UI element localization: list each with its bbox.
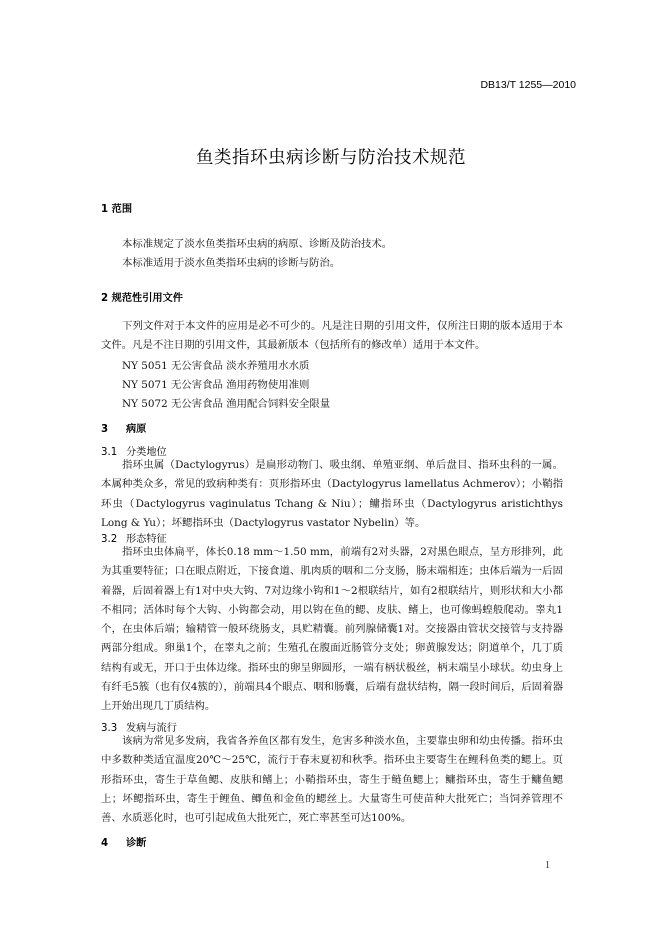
section-3-1-number: 3.1 xyxy=(101,447,118,458)
section-3-1-paragraph: 指环虫属（Dactylogyrus）是扁形动物门、吸虫纲、单殖亚纲、单后盘目、指环虫科的一属。本属种类众多，常见的致病种类有：页形指环虫（Dactylogyrus lamellatus Achmerov）；小鞘指环虫（Dactylogyrus vaginulatus Tchang & Niu）；鳙指环虫（Dactylogyrus aristichthys Long & Yu）；坏鳃指环虫（Dactylogyrus vastator Nybelin）等。 xyxy=(101,459,563,529)
section-3-3-paragraph: 该病为常见多发病，我省各养鱼区都有发生，危害多种淡水鱼，主要靠虫卵和幼虫传播。指环虫中多数种类适宜温度20℃～25℃，流行于春末夏初和秋季。指环虫主要寄生在鲤科鱼类的鳃上。页形指环虫，寄生于草鱼鳃、皮肤和鳍上；小鞘指环虫，寄生于鲢鱼鳃上；鳙指环虫，寄生于鳙鱼鳃上；坏鳃指环虫，寄生于鲤鱼、鲫鱼和金鱼的鳃丝上。大量寄生可使苗种大批死亡；当饲养管理不善、水质恶化时，也可引起成鱼大批死亡，死亡率甚至可达100%。 xyxy=(101,735,563,825)
section-3-heading xyxy=(101,420,146,435)
section-3-2-number: 3.2 xyxy=(101,534,118,545)
document-title: 鱼类指环虫病诊断与防治技术规范 xyxy=(196,148,466,168)
section-2-paragraph: 下列文件对于本文件的应用是必不可少的。凡是注日期的引用文件，仅所注日期的版本适用于本文件。凡是不注日期的引用文件，其最新版本（包括所有的修改单）适用于本文件。 xyxy=(101,320,563,352)
reference-ny5071: NY 5071 无公害食品 渔用药物使用准则 xyxy=(122,379,310,391)
section-3-3-title: 发病与流行 xyxy=(126,723,177,734)
section-3-title: 病原 xyxy=(126,424,147,435)
section-1-line-2: 本标准适用于淡水鱼类指环虫病的诊断与防治。 xyxy=(122,257,341,269)
reference-ny5051: NY 5051 无公害食品 淡水养殖用水水质 xyxy=(122,360,310,372)
section-2-heading: 2 规范性引用文件 xyxy=(101,293,183,304)
section-1-heading: 1 范围 xyxy=(101,204,133,215)
section-3-number: 3 xyxy=(101,424,109,435)
section-3-2-title: 形态特征 xyxy=(126,534,167,545)
reference-ny5072: NY 5072 无公害食品 渔用配合饲料安全限量 xyxy=(122,398,331,410)
section-4-number: 4 xyxy=(101,838,109,849)
section-1-line-1: 本标准规定了淡水鱼类指环虫病的病原、诊断及防治技术。 xyxy=(122,238,393,250)
section-4-heading xyxy=(101,834,146,849)
page-number: 1 xyxy=(545,860,550,871)
section-3-2-paragraph: 指环虫虫体扁平，体长0.18 mm～1.50 mm，前端有2对头器，2对黑色眼点，呈方形排列，此为其重要特征；口在眼点附近，下接食道、肌肉质的咽和二分支肠，肠末端相连；虫体后端为一后固着器，后固着器上有1对中央大钩、7对边缘小钩和1～2根联结片，如有2根联结片，则形状和大小都不相同；活体时每个大钩、小钩都会动，用以钩在鱼的鳃、皮肤、鳍上，也可像蚂蝗般爬动。睾丸1个，在虫体后端；输精管一般环绕肠支，具贮精囊。前列腺储囊1对。交接器由管状交接管与支持器两部分组成。卵巢1个，在睾丸之前；生殖孔在腹面近肠管分支处；卵黄腺发达；阴道单个，几丁质结构有或无，开口于虫体边缘。指环虫的卵呈卵圆形，一端有柄状极丝，柄末端呈小球状。幼虫身上有纤毛5簇（也有仅4簇的），前端具4个眼点、咽和肠囊，后端有盘状结构，隔一段时间后，后固着器上开始出现几丁质结构。 xyxy=(101,546,563,713)
standard-number: DB13/T 1255—2010 xyxy=(480,79,576,91)
section-4-title: 诊断 xyxy=(126,838,147,849)
section-3-1-title: 分类地位 xyxy=(126,447,167,458)
section-3-3-number: 3.3 xyxy=(101,723,118,734)
